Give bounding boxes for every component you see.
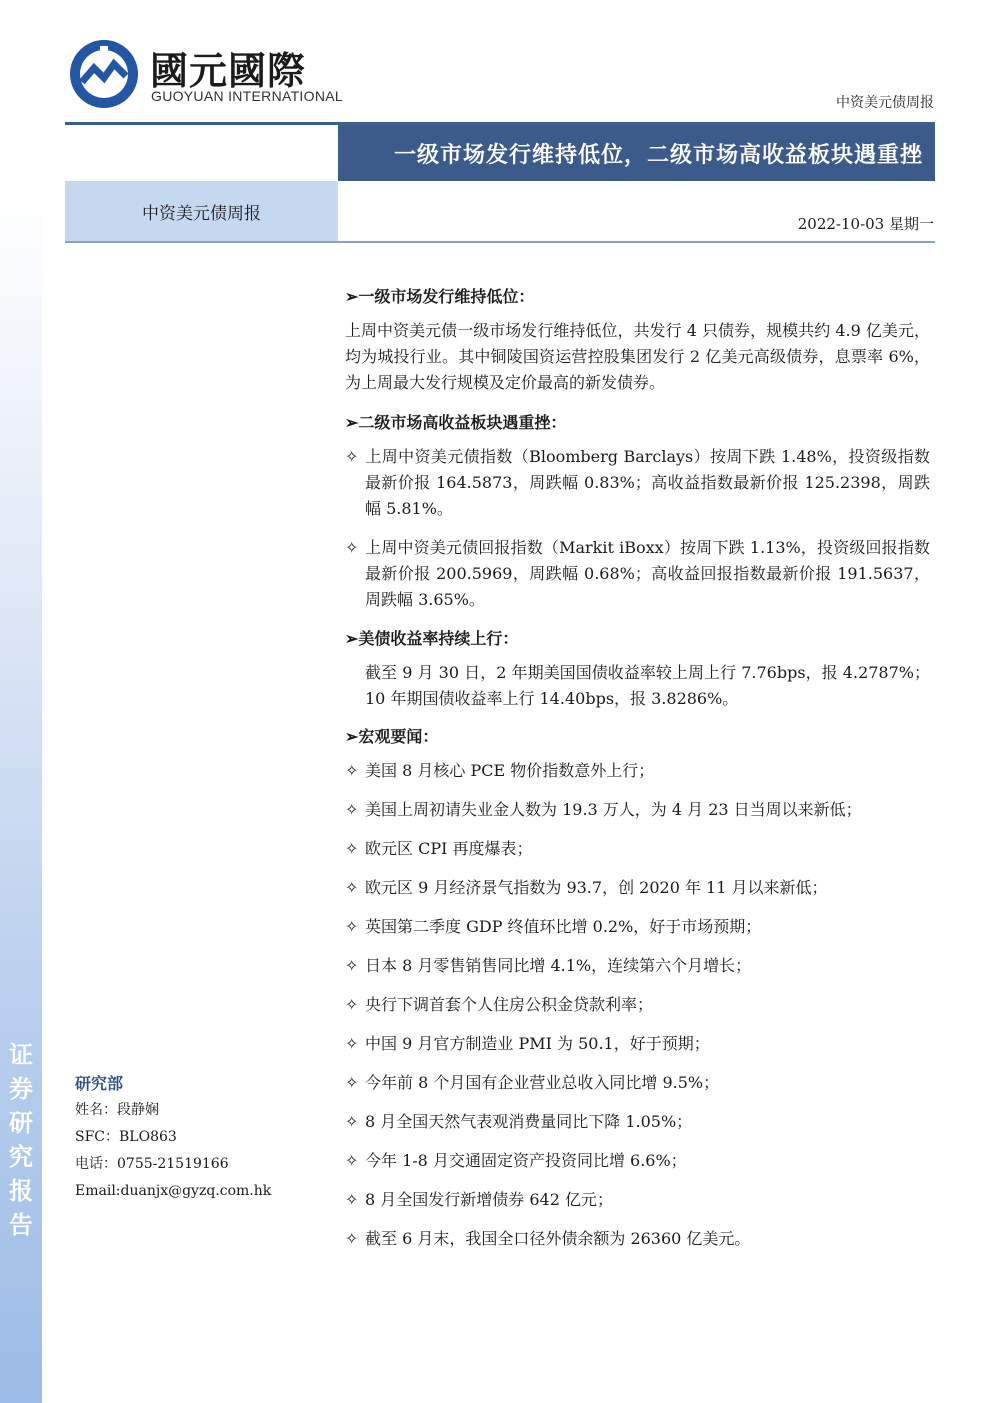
diamond-star-icon: ✧ [345,538,359,557]
list-item [345,1187,930,1213]
diamond-star-icon: ✧ [345,1151,359,1170]
author-sfc: SFC：BLO863 [75,1129,177,1145]
author-department: 研究部 [75,1074,124,1093]
diamond-star-icon: ✧ [345,1034,359,1053]
list-item-text: 8 月全国天然气表观消费量同比下降 1.05%； [365,1112,693,1131]
list-item-text: 欧元区 CPI 再度爆表； [365,839,533,858]
report-body [345,284,930,1265]
brand-name-en: GUOYUAN INTERNATIONAL [151,88,343,104]
sidebar-char: 究 [9,1142,33,1171]
diamond-star-icon: ✧ [345,995,359,1014]
list-item-text: 今年前 8 个月国有企业营业总收入同比增 9.5%； [365,1073,720,1092]
list-item [345,1109,930,1135]
title-divider [65,241,935,243]
section-heading-text: 宏观要闻： [358,727,439,746]
list-item [345,1031,930,1057]
list-item-text: 美国 8 月核心 PCE 物价指数意外上行； [365,761,655,780]
diamond-star-icon: ✧ [345,1073,359,1092]
list-item-text: 央行下调首套个人住房公积金贷款利率； [365,995,654,1014]
diamond-star-icon: ✧ [345,878,359,897]
diamond-star-icon: ✧ [345,447,359,466]
author-block [75,1070,271,1205]
list-item [345,914,930,940]
sidebar-char: 报 [9,1176,33,1205]
author-email: Email:duanjx@gyzq.com.hk [75,1183,272,1199]
list-item [345,836,930,862]
list-item-text: 8 月全国发行新增债券 642 亿元； [365,1190,613,1209]
report-date: 2022-10-03 星期一 [797,215,934,233]
section-heading [345,284,930,310]
arrow-bullet-icon: ➢ [345,629,359,648]
section-heading [345,626,930,652]
sidebar-char: 研 [9,1108,33,1137]
guoyuan-logo-icon [68,38,140,110]
list-item-text: 欧元区 9 月经济景气指数为 93.7，创 2020 年 11 月以来新低； [365,878,828,897]
diamond-star-icon: ✧ [345,761,359,780]
report-title: 一级市场发行维持低位，二级市场高收益板块遇重挫 [393,141,923,168]
list-item-text: 美国上周初请失业金人数为 19.3 万人，为 4 月 23 日当周以来新低； [365,800,862,819]
arrow-bullet-icon: ➢ [345,287,359,306]
list-item-text: 上周中资美元债指数（Bloomberg Barclays）按周下跌 1.48%，投资级指数最新价报 164.5873，周跌幅 0.83%；高收益指数最新价报 125.2398，周跌幅 5.81%。 [365,447,930,518]
list-item [345,758,930,784]
diamond-star-icon: ✧ [345,956,359,975]
diamond-star-icon: ✧ [345,1229,359,1248]
brand-name-cn: 國元國際 [150,49,307,93]
list-item [345,992,930,1018]
list-item [345,875,930,901]
paragraph: 截至 9 月 30 日，2 年期美国国债收益率较上周上行 7.76bps，报 4.2787%；10 年期国债收益率上行 14.40bps，报 3.8286%。 [365,663,930,708]
sidebar-char: 券 [9,1074,33,1103]
list-item [345,535,930,613]
diamond-star-icon: ✧ [345,917,359,936]
list-item-text: 中国 9 月官方制造业 PMI 为 50.1，好于预期； [365,1034,710,1053]
arrow-bullet-icon: ➢ [345,727,359,746]
section-heading-text: 一级市场发行维持低位： [358,287,535,306]
section-heading [345,410,930,436]
list-item [345,1226,930,1252]
list-item-text: 上周中资美元债回报指数（Markit iBoxx）按周下跌 1.13%，投资级回报指数最新价报 200.5969，周跌幅 0.68%；高收益回报指数最新价报 191.5637，周跌幅 3.65%。 [365,538,930,609]
report-type-label: 中资美元债周报 [142,203,261,224]
section-heading-text: 二级市场高收益板块遇重挫： [358,413,567,432]
arrow-bullet-icon: ➢ [345,413,359,432]
diamond-star-icon: ✧ [345,800,359,819]
list-item-text: 英国第二季度 GDP 终值环比增 0.2%，好于市场预期； [365,917,762,936]
sidebar-char: 告 [9,1210,33,1239]
report-title-bar [338,125,935,181]
list-item [345,1070,930,1096]
list-item-text: 日本 8 月零售销售同比增 4.1%，连续第六个月增长； [365,956,752,975]
list-item [345,1148,930,1174]
section-heading-text: 美债收益率持续上行： [358,629,519,648]
list-item [345,953,930,979]
paragraph: 上周中资美元债一级市场发行维持低位，共发行 4 只债券，规模共约 4.9 亿美元，均为城投行业。其中铜陵国资运营控股集团发行 2 亿美元高级债券，息票率 6%，为上周最大发行规模及定价最高的新发债券。 [345,321,930,392]
report-type-box [65,181,338,241]
list-item [345,444,930,522]
list-item-text: 今年 1-8 月交通固定资产投资同比增 6.6%； [365,1151,687,1170]
author-phone: 电话：0755-21519166 [75,1156,229,1172]
diamond-star-icon: ✧ [345,1190,359,1209]
list-item-text: 截至 6 月末，我国全口径外债余额为 26360 亿美元。 [365,1229,751,1248]
diamond-star-icon: ✧ [345,839,359,858]
section-heading [345,724,930,750]
diamond-star-icon: ✧ [345,1112,359,1131]
sidebar-char: 证 [9,1040,33,1069]
sidebar-vertical-label [6,1038,36,1242]
header-report-type: 中资美元债周报 [836,95,934,111]
author-name: 姓名：段静娴 [75,1102,159,1118]
list-item [345,797,930,823]
